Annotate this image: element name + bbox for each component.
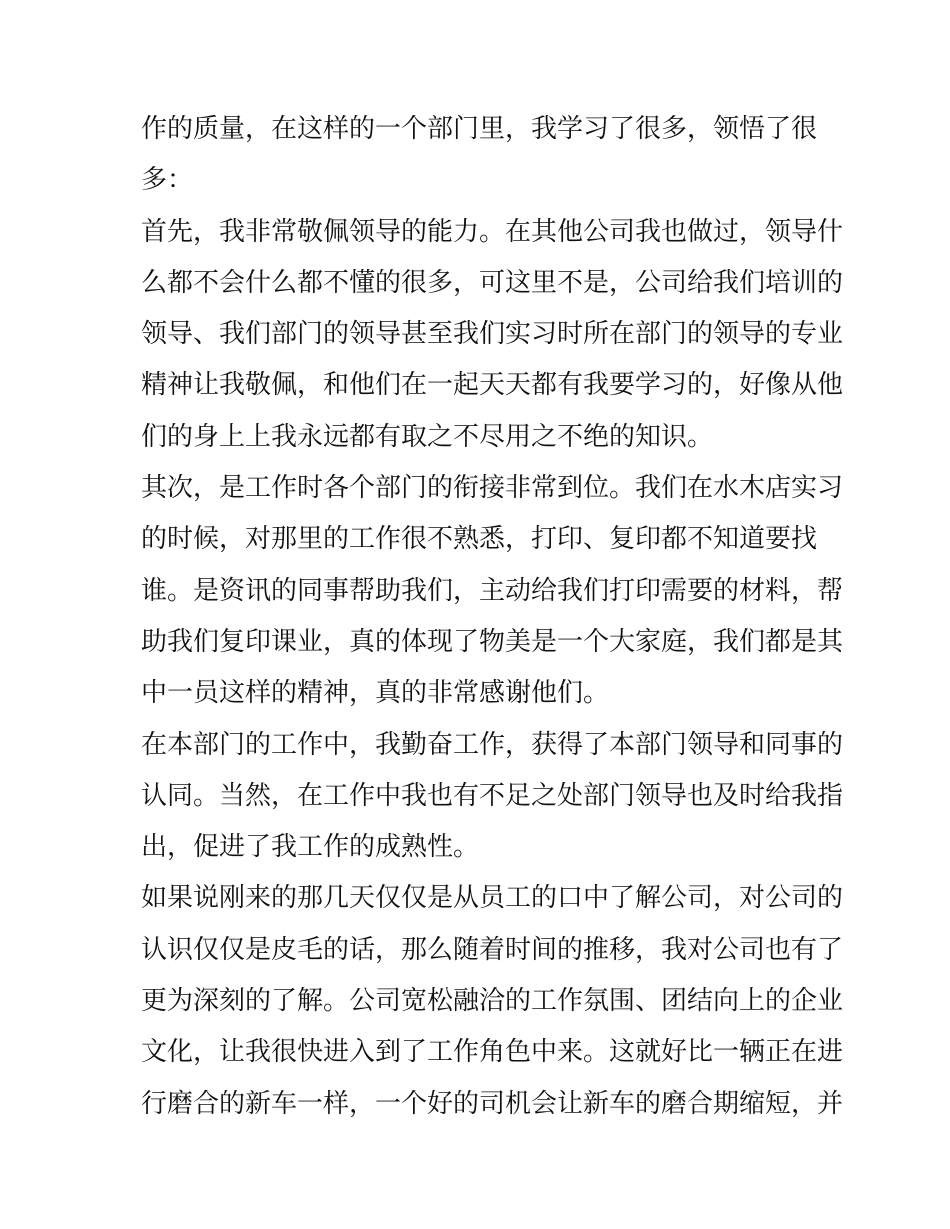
- text-line: 作的质量，在这样的一个部门里，我学习了很多，领悟了很: [141, 114, 818, 144]
- paragraph-5: [141, 873, 844, 1129]
- paragraph-1: [141, 104, 818, 207]
- text-line: 精神让我敬佩，和他们在一起天天都有我要学习的，好像从他: [141, 370, 844, 401]
- text-line: 首先，我非常敬佩领导的能力。在其他公司我也做过，领导什: [141, 216, 844, 247]
- text-line: 其次，是工作时各个部门的衔接非常到位。我们在水木店实习: [141, 473, 844, 504]
- paragraph-4: [141, 720, 844, 874]
- paragraph-2: [141, 207, 844, 463]
- text-line: 认识仅仅是皮毛的话，那么随着时间的推移，我对公司也有了: [141, 934, 844, 965]
- text-line: 么都不会什么都不懂的很多，可这里不是，公司给我们培训的: [141, 267, 844, 298]
- text-line: 行磨合的新车一样，一个好的司机会让新车的磨合期缩短，并: [141, 1088, 844, 1119]
- text-line: 在本部门的工作中，我勤奋工作，获得了本部门领导和同事的: [141, 729, 844, 760]
- text-line: 更为深刻的了解。公司宽松融洽的工作氛围、团结向上的企业: [141, 986, 844, 1017]
- text-line: 多：: [141, 165, 194, 196]
- text-line: 中一员这样的精神，真的非常感谢他们。: [141, 678, 610, 709]
- document-body: [141, 104, 844, 1130]
- text-line: 谁。是资讯的同事帮助我们，主动给我们打印需要的材料，帮: [141, 575, 844, 606]
- paragraph-3: [141, 463, 844, 719]
- text-line: 出，促进了我工作的成熟性。: [141, 832, 480, 863]
- text-line: 领导、我们部门的领导甚至我们实习时所在部门的领导的专业: [141, 319, 844, 350]
- text-line: 助我们复印课业，真的体现了物美是一个大家庭，我们都是其: [141, 626, 844, 657]
- text-line: 们的身上上我永远都有取之不尽用之不绝的知识。: [141, 421, 714, 452]
- text-line: 的时候，对那里的工作很不熟悉，打印、复印都不知道要找: [141, 524, 818, 555]
- text-line: 认同。当然，在工作中我也有不足之处部门领导也及时给我指: [141, 780, 844, 811]
- text-line: 文化，让我很快进入到了工作角色中来。这就好比一辆正在进: [141, 1037, 844, 1068]
- text-line: 如果说刚来的那几天仅仅是从员工的口中了解公司，对公司的: [141, 883, 844, 914]
